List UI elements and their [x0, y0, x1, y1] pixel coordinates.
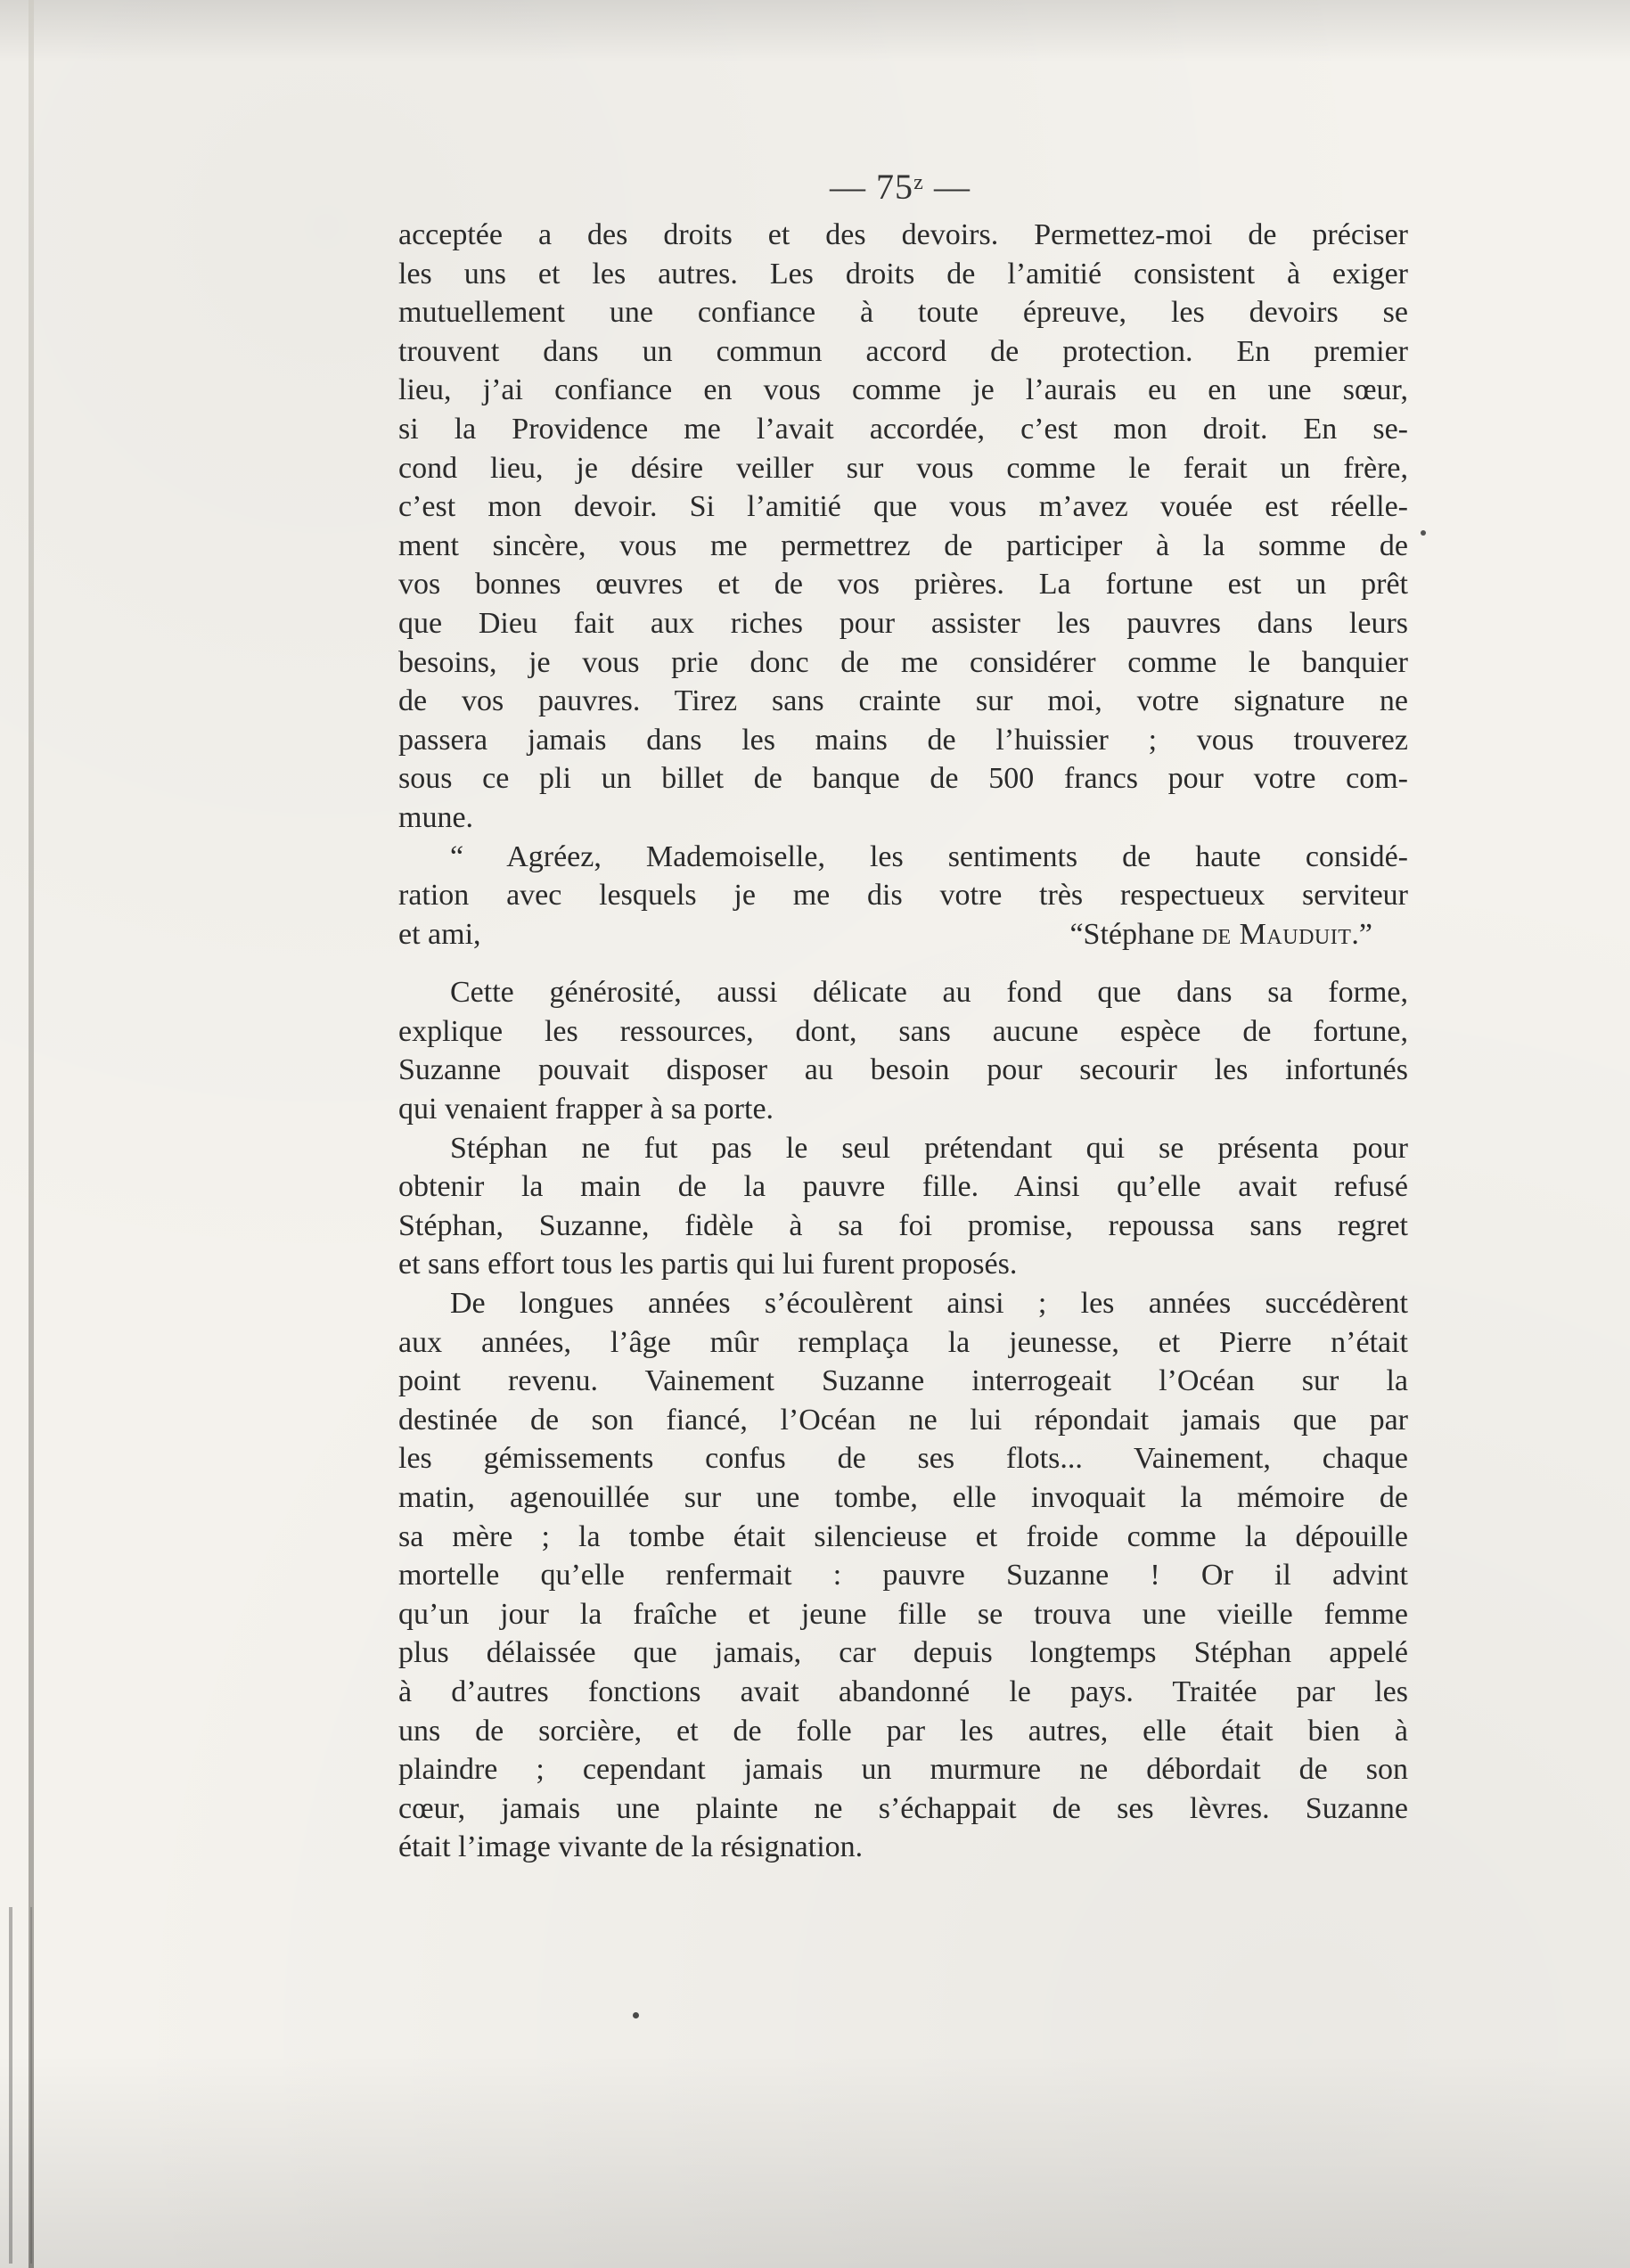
scan-shadow-top [0, 0, 1630, 62]
signature-surname: de Mauduit [1201, 917, 1352, 951]
text-line: aux années, l’âge mûr remplaça la jeunesse, et Pierre n’était [398, 1325, 1408, 1359]
text-line: acceptée a des droits et des devoirs. Permettez-moi de préciser [398, 218, 1408, 251]
ink-dot [633, 2012, 639, 2018]
text-line: et sans effort tous les partis qui lui furent proposés. [398, 1248, 1018, 1281]
text-line: ment sincère, vous me permettrez de participer à la somme de [398, 528, 1408, 562]
text-line: qui venaient frapper à sa porte. [398, 1093, 774, 1126]
text-line: De longues années s’écoulèrent ainsi ; les années succédèrent [450, 1287, 1408, 1321]
text-line: Suzanne pouvait disposer au besoin pour secourir les infortunés [398, 1053, 1408, 1087]
text-line: point revenu. Vainement Suzanne interrogeait l’Océan sur la [398, 1364, 1408, 1398]
text-line: était l’image vivante de la résignation. [398, 1830, 864, 1864]
text-line: obtenir la main de la pauvre fille. Ainsi qu’elle avait refusé [398, 1170, 1408, 1204]
text-line: si la Providence me l’avait accordée, c’est mon droit. En se- [398, 412, 1408, 446]
text-line: mortelle qu’elle renfermait : pauvre Suzanne ! Or il advint [398, 1559, 1408, 1593]
text-line: plaindre ; cependant jamais un murmure ne débordait de son [398, 1753, 1408, 1787]
text-line: à d’autres fonctions avait abandonné le pays. Traitée par les [398, 1674, 1408, 1708]
text-line: que Dieu fait aux riches pour assister les pauvres dans leurs [398, 606, 1408, 640]
text-line: mune. [398, 800, 474, 834]
paragraph-2 [398, 838, 1408, 954]
paragraph-4 [398, 1129, 1408, 1284]
text-line: ration avec lesquels je me dis votre très respectueux serviteur [398, 879, 1408, 913]
text-line: c’est mon devoir. Si l’amitié que vous m’avez vouée est réelle- [398, 490, 1408, 524]
text-line: lieu, j’ai confiance en vous comme je l’aurais eu en une sœur, [398, 373, 1408, 407]
paragraph-3 [398, 973, 1408, 1128]
text-line: Stéphan, Suzanne, fidèle à sa foi promise, repoussa sans regret [398, 1208, 1408, 1242]
text-line: les uns et les autres. Les droits de l’amitié consistent à exiger [398, 257, 1408, 291]
text-line: matin, agenouillée sur une tombe, elle invoquait la mémoire de [398, 1481, 1408, 1514]
margin-mark [1421, 530, 1426, 536]
text-line: explique les ressources, dont, sans aucune espèce de fortune, [398, 1014, 1408, 1048]
signature-prefix: “Stéphane [1069, 917, 1202, 951]
text-line: trouvent dans un commun accord de protection. En premier [398, 334, 1408, 368]
text-line: besoins, je vous prie donc de me considérer comme le banquier [398, 645, 1408, 679]
text-line: qu’un jour la fraîche et jeune fille se trouva une vieille femme [398, 1597, 1408, 1631]
paragraph-5 [398, 1284, 1408, 1867]
text-line: “ Agréez, Mademoiselle, les sentiments de haute considé- [450, 839, 1408, 873]
text-line: de vos pauvres. Tirez sans crainte sur moi, votre signature ne [398, 684, 1408, 718]
text-line: Cette générosité, aussi délicate au fond que dans sa forme, [450, 976, 1408, 1010]
signature-name [1069, 915, 1408, 954]
signature-line [398, 915, 1408, 954]
text-line: vos bonnes œuvres et de vos prières. La fortune est un prêt [398, 568, 1408, 602]
binding-marks [9, 1907, 32, 2264]
paragraph-gap [398, 954, 1408, 973]
text-line: destinée de son fiancé, l’Océan ne lui répondait jamais que par [398, 1403, 1408, 1437]
text-line: Stéphan ne fut pas le seul prétendant qui se présenta pour [450, 1131, 1408, 1165]
closing-text: et ami, [398, 917, 481, 951]
text-line: sa mère ; la tombe était silencieuse et froide comme la dépouille [398, 1519, 1408, 1553]
text-body [398, 216, 1408, 1867]
text-line: les gémissements confus de ses flots... Vainement, chaque [398, 1442, 1408, 1476]
text-line: passera jamais dans les mains de l’huissier ; vous trouverez [398, 723, 1408, 757]
signature-suffix: .” [1351, 917, 1372, 951]
text-line: mutuellement une confiance à toute épreuve, les devoirs se [398, 296, 1408, 330]
text-line: cond lieu, je désire veiller sur vous comme le ferait un frère, [398, 451, 1408, 485]
text-line: sous ce pli un billet de banque de 500 francs pour votre com- [398, 762, 1408, 796]
paragraph-1 [398, 216, 1408, 838]
text-line: plus délaissée que jamais, car depuis longtemps Stéphan appelé [398, 1636, 1408, 1670]
scan-shadow-bottom [0, 2054, 1630, 2268]
text-line: cœur, jamais une plainte ne s’échappait de ses lèvres. Suzanne [398, 1791, 1408, 1825]
page-number-header: — 75ᶻ — [830, 167, 971, 207]
text-line: uns de sorcière, et de folle par les autres, elle était bien à [398, 1714, 1408, 1748]
